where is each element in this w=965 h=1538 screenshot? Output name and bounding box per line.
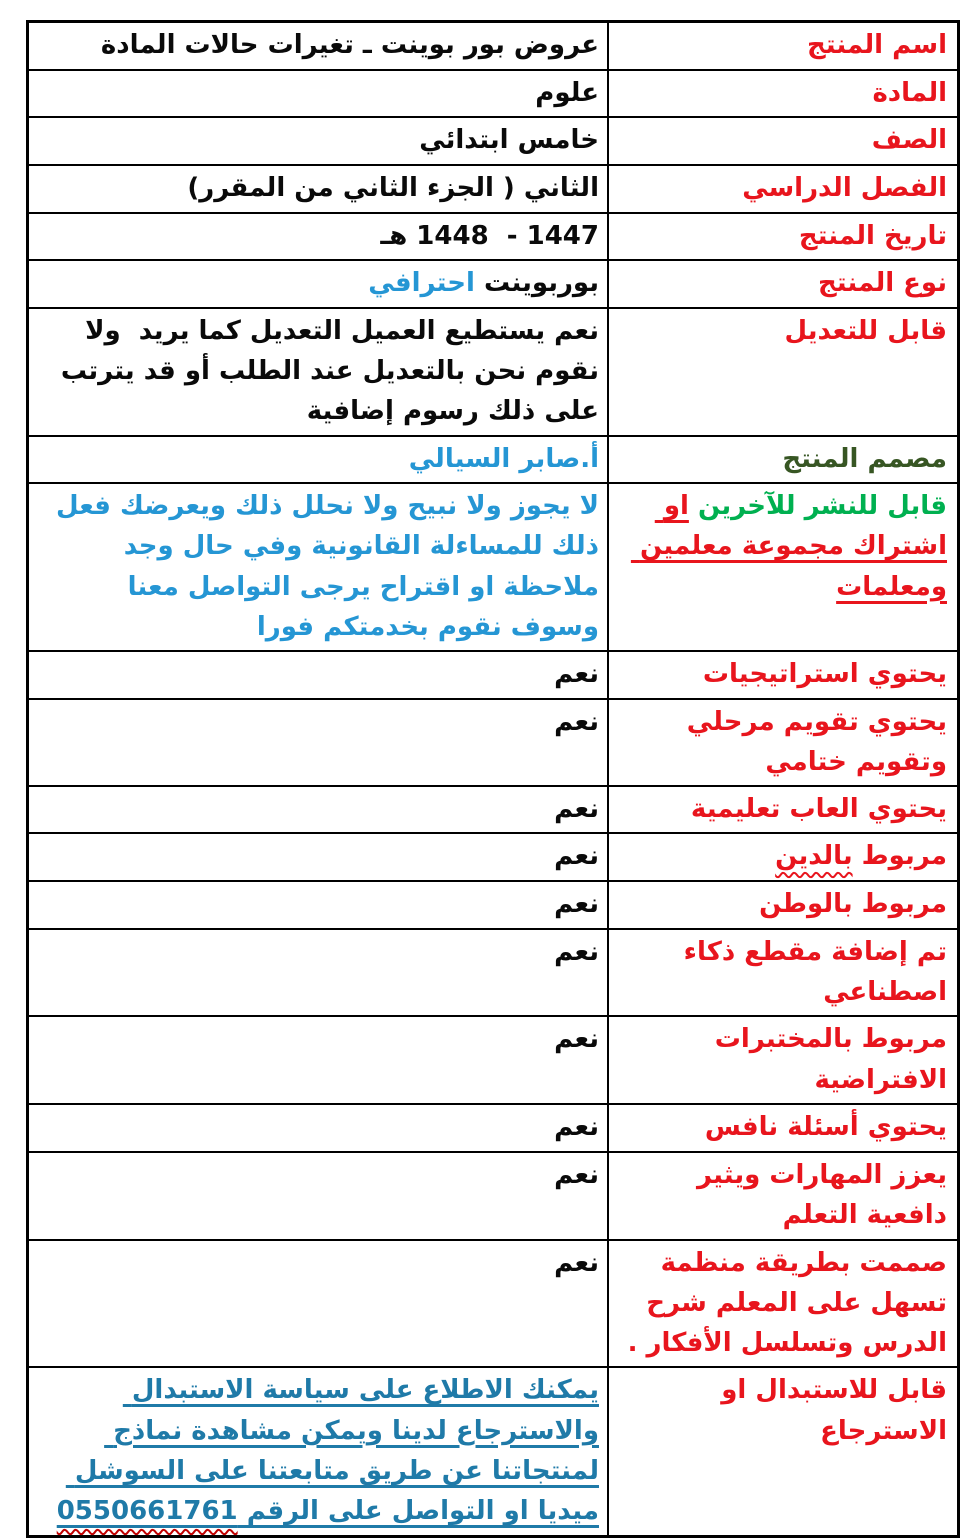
table-row xyxy=(29,437,957,484)
row-label-cell xyxy=(607,834,957,880)
row-value-text: نعم xyxy=(554,1111,599,1142)
row-label-text: قابل للاستبدال او الاسترجاع xyxy=(712,1375,947,1446)
row-value-cell xyxy=(29,882,607,927)
row-label-cell xyxy=(607,261,957,307)
table-row xyxy=(29,652,957,699)
row-value-cell xyxy=(29,23,607,69)
row-value-text: أ.صابر السيالي xyxy=(408,443,599,474)
row-value-text: نعم xyxy=(554,841,599,872)
row-label-cell xyxy=(607,166,957,211)
row-label-cell xyxy=(607,787,957,832)
row-label-text: مربوط xyxy=(852,841,947,872)
row-value-text: علوم xyxy=(535,78,599,108)
row-label-text: صممت بطريقة منظمة تسهل على المعلم شرح الدرس وتسلسل الأفكار . xyxy=(627,1247,947,1359)
table-row xyxy=(29,787,957,834)
row-label-cell xyxy=(607,118,957,164)
row-value-text: نعم xyxy=(554,794,599,825)
table-row xyxy=(29,166,957,213)
row-value-text: لا يجوز ولا نبيح ولا نحلل ذلك ويعرضك فعل ذلك للمساءلة القانونية وفي حال وجد ملاحظة او اقتراح يرجى التواصل معنا وسوف نقوم بخدمتكم فورا xyxy=(46,491,599,642)
table-row xyxy=(29,1368,957,1534)
table-row xyxy=(29,1105,957,1153)
row-value-cell xyxy=(29,1368,607,1534)
row-label-text: مصمم المنتج xyxy=(782,443,947,474)
row-value-cell xyxy=(29,652,607,697)
table-row xyxy=(29,214,957,261)
row-label-cell xyxy=(607,930,957,1016)
table-row xyxy=(29,1241,957,1369)
row-label-text: اسم المنتج xyxy=(807,30,947,60)
row-value-cell xyxy=(29,1105,607,1151)
row-value-cell xyxy=(29,484,607,650)
row-label-text: المادة xyxy=(872,78,947,108)
row-label-text: الفصل الدراسي xyxy=(742,173,947,204)
row-label-cell xyxy=(607,1017,957,1103)
row-value-cell xyxy=(29,214,607,259)
table-row xyxy=(29,484,957,652)
row-label-text: الصف xyxy=(871,125,947,156)
row-label-text: يحتوي استراتيجيات xyxy=(702,659,947,690)
row-label-cell xyxy=(607,1153,957,1239)
row-value-text: احترافي xyxy=(368,267,475,298)
row-label-text: مربوط بالوطن xyxy=(759,889,947,920)
row-label-text: يحتوي أسئلة نافس xyxy=(704,1111,947,1142)
row-value-text: نعم xyxy=(554,1247,599,1278)
row-label-text: او اشتراك مجموعة معلمين ومعلمات xyxy=(630,491,947,602)
row-label-text: يعزز المهارات ويثير دافعية التعلم xyxy=(687,1159,947,1231)
row-label-cell xyxy=(607,23,957,69)
row-value-cell xyxy=(29,71,607,116)
table-row xyxy=(29,882,957,929)
row-label-cell xyxy=(607,1368,957,1534)
row-value-text: نعم xyxy=(554,1024,599,1055)
row-value-cell xyxy=(29,1017,607,1103)
row-label-cell xyxy=(607,484,957,650)
row-value-text: 1447 - 1448 هـ xyxy=(380,220,599,251)
row-label-text: قابل للتعديل xyxy=(784,315,947,346)
product-spec-table xyxy=(26,20,960,1538)
row-label-cell xyxy=(607,652,957,697)
table-row xyxy=(29,1153,957,1241)
row-label-text: نوع المنتج xyxy=(818,267,947,298)
table-row xyxy=(29,309,957,437)
table-row xyxy=(29,23,957,71)
row-value-text: الثاني ( الجزء الثاني من المقرر) xyxy=(187,173,599,204)
row-value-text: نعم xyxy=(554,706,599,737)
row-value-cell xyxy=(29,118,607,164)
row-label-text: يحتوي العاب تعليمية xyxy=(690,794,947,825)
row-value-text: عروض بور بوينت ـ تغيرات حالات المادة xyxy=(100,30,599,60)
row-label-cell xyxy=(607,437,957,482)
row-label-cell xyxy=(607,71,957,116)
row-value-text: بوربوينت xyxy=(474,267,599,298)
row-value-cell xyxy=(29,834,607,880)
row-value-cell xyxy=(29,261,607,307)
table-row xyxy=(29,700,957,788)
row-value-cell xyxy=(29,437,607,482)
row-value-cell xyxy=(29,1241,607,1367)
row-label-cell xyxy=(607,214,957,259)
row-label-text: مربوط بالمختبرات الافتراضية xyxy=(705,1024,947,1095)
table-row xyxy=(29,71,957,118)
row-value-cell xyxy=(29,309,607,435)
table-row xyxy=(29,261,957,309)
row-value-text: نعم xyxy=(554,936,599,967)
row-value-text: نعم يستطيع العميل التعديل كما يريد ولا نقوم نحن بالتعديل عند الطلب أو قد يترتب على ذلك رسوم إضافية xyxy=(51,315,599,427)
table-row xyxy=(29,1017,957,1105)
row-value-cell xyxy=(29,166,607,211)
row-label-text: بالدين xyxy=(775,841,853,872)
contact-phone-number[interactable]: 0550661761 xyxy=(56,1496,238,1527)
table-row xyxy=(29,118,957,166)
row-value-text: خامس ابتدائي xyxy=(419,125,599,156)
policy-link-text[interactable]: يمكنك الاطلاع على سياسة الاستبدال والاسترجاع لدينا ويمكن مشاهدة نماذج لمنتجاتنا عن طريق متابعتنا على السوشل ميديا او التواصل على الرقم xyxy=(65,1375,599,1527)
row-label-cell xyxy=(607,882,957,927)
row-value-text: نعم xyxy=(554,889,599,920)
row-value-cell xyxy=(29,700,607,786)
row-value-cell xyxy=(29,1153,607,1239)
row-label-text: يحتوي تقويم مرحلي وتقويم ختامي xyxy=(677,706,947,777)
row-label-cell xyxy=(607,309,957,435)
row-value-text: نعم xyxy=(554,1159,599,1190)
row-value-cell xyxy=(29,930,607,1016)
table-row xyxy=(29,834,957,882)
row-value-text: نعم xyxy=(554,659,599,690)
row-value-cell xyxy=(29,787,607,832)
row-label-text: قابل للنشر للآخرين xyxy=(688,491,947,522)
row-label-cell xyxy=(607,1105,957,1151)
row-label-cell xyxy=(607,1241,957,1367)
row-label-text: تم إضافة مقطع ذكاء اصطناعي xyxy=(674,936,947,1008)
row-label-cell xyxy=(607,700,957,786)
table-row xyxy=(29,930,957,1018)
row-label-text: تاريخ المنتج xyxy=(798,220,947,251)
